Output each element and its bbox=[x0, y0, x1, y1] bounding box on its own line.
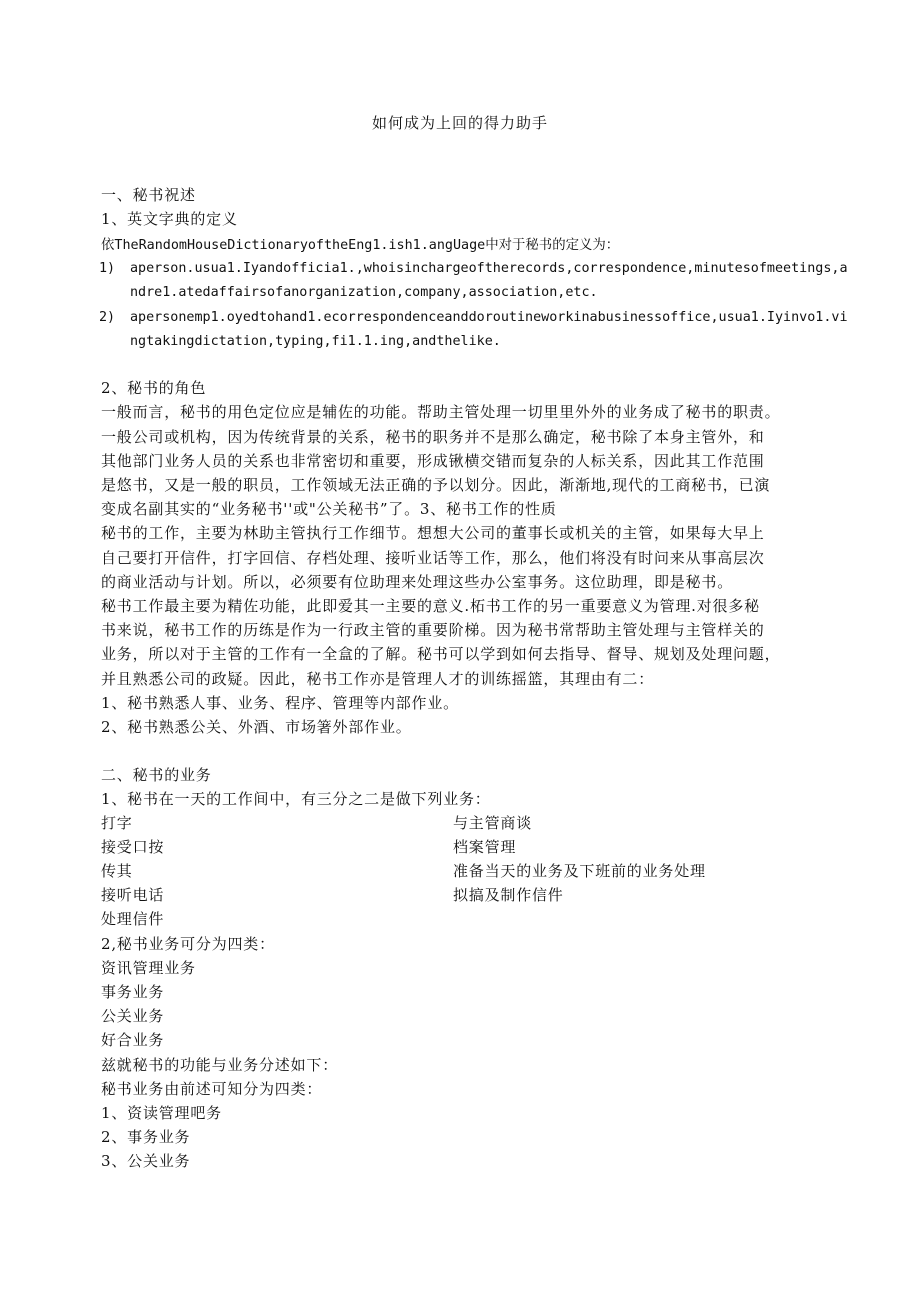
list-item: 2、事务业务 bbox=[101, 1128, 191, 1146]
paragraph-line: 书来说，秘书工作的历练是作为一行政主管的重要阶梯。因为秘书常帮助主管处理与主管样关的 bbox=[101, 621, 765, 639]
paragraph-line: 1、秘书熟悉人事、业务、程序、管理等内部作业。 bbox=[101, 694, 459, 712]
category-item: 公关业务 bbox=[101, 1007, 165, 1025]
task-item: 与主管商谈 bbox=[453, 814, 533, 832]
paragraph-line: 一般而言，秘书的用色定位应是辅佐的功能。帮助主管处理一切里里外外的业务成了秘书的职责。 bbox=[101, 403, 781, 421]
section1-sub1: 1、英文字典的定义 bbox=[101, 210, 238, 228]
paragraph-line: 是悠书，又是一般的职员，工作领域无法正确的予以划分。因此，渐渐地,现代的工商秘书，已演 bbox=[101, 476, 771, 494]
section2-sub1: 1、秘书在一天的工作间中，有三分之二是做下列业务： bbox=[101, 790, 491, 808]
section1-sub2: 2、秘书的角色 bbox=[101, 379, 207, 397]
definition-line: ndre1.atedaffairsofanorganization,company,association,etc. bbox=[130, 285, 598, 300]
paragraph-line: 2、秘书熟悉公关、外酒、市场箸外部作业。 bbox=[101, 718, 412, 736]
definition-line: ngtakingdictation,typing,fi1.1.ing,andthelike. bbox=[130, 334, 501, 349]
paragraph-line: 其他部门业务人员的关系也非常密切和重要，形成锹横交错而复杂的人标关系，因此其工作范围 bbox=[101, 452, 765, 470]
category-item: 资讯管理业务 bbox=[101, 959, 196, 977]
paragraph-line: 业务，所以对于主管的工作有一全盒的了解。秘书可以学到如何去指导、督导、规划及处理问题， bbox=[101, 645, 781, 663]
task-item: 处理信件 bbox=[101, 910, 165, 928]
summary-line: 兹就秘书的功能与业务分述如下： bbox=[101, 1056, 339, 1074]
paragraph-line: 的商业活动与计划。所以，必须要有位助理来处理这些办公室事务。这位助理，即是秘书。 bbox=[101, 573, 734, 591]
category-item: 好合业务 bbox=[101, 1031, 165, 1049]
summary-line: 秘书业务由前述可知分为四类： bbox=[101, 1080, 323, 1098]
paragraph-line: 并且熟悉公司的政疑。因此，秘书工作亦是管理人才的训练摇篮，其理由有二： bbox=[101, 670, 655, 688]
section2-heading: 二、秘书的业务 bbox=[101, 766, 212, 784]
list-item: 1、资读管理吧务 bbox=[101, 1104, 222, 1122]
task-item: 拟搞及制作信件 bbox=[453, 886, 564, 904]
task-item: 准备当天的业务及下班前的业务处理 bbox=[453, 862, 706, 880]
definition-number: 1) bbox=[99, 261, 116, 276]
category-item: 事务业务 bbox=[101, 983, 165, 1001]
task-item: 打字 bbox=[101, 814, 133, 832]
page-title: 如何成为上回的得力助手 bbox=[371, 114, 548, 132]
paragraph-line: 变成名副其实的“业务秘书''或"公关秘书”了。3、秘书工作的性质 bbox=[101, 500, 557, 518]
paragraph-line: 自己要打开信件，打字回信、存档处理、接听业话等工作，那么，他们将没有时问来从事高层次 bbox=[101, 549, 765, 567]
task-item: 接听电话 bbox=[101, 886, 165, 904]
task-item: 档案管理 bbox=[453, 838, 517, 856]
task-item: 接受口按 bbox=[101, 838, 165, 856]
definition-line: aperson.usua1.Iyandofficia1.,whoisinchargeoftherecords,correspondence,minutesofmeetings,a bbox=[130, 261, 848, 276]
list-item: 3、公关业务 bbox=[101, 1152, 191, 1170]
section2-sub2: 2,秘书业务可分为四类： bbox=[101, 935, 275, 953]
paragraph-line: 秘书的工作，主要为林助主管执行工作细节。想想大公司的董事长或机关的主管，如果每大早上 bbox=[101, 524, 765, 542]
section1-heading: 一、秘书祝述 bbox=[101, 186, 196, 204]
definition-number: 2) bbox=[99, 310, 116, 325]
paragraph-line: 秘书工作最主要为精佐功能，此即爱其一主要的意义.柘书工作的另一重要意义为管理.对很多秘 bbox=[101, 597, 760, 615]
paragraph-line: 一般公司或机构，因为传统背景的关系，秘书的职务并不是那么确定，秘书除了本身主管外，和 bbox=[101, 428, 765, 446]
definition-line: apersonemp1.oyedtohand1.ecorrespondenceanddoroutineworkinabusinessoffice,usua1.Iyinvo1.vi bbox=[130, 310, 848, 325]
definition-intro: 依TheRandomHouseDictionaryoftheEng1.ish1.angUage中对于秘书的定义为： bbox=[101, 238, 620, 253]
task-item: 传其 bbox=[101, 862, 133, 880]
